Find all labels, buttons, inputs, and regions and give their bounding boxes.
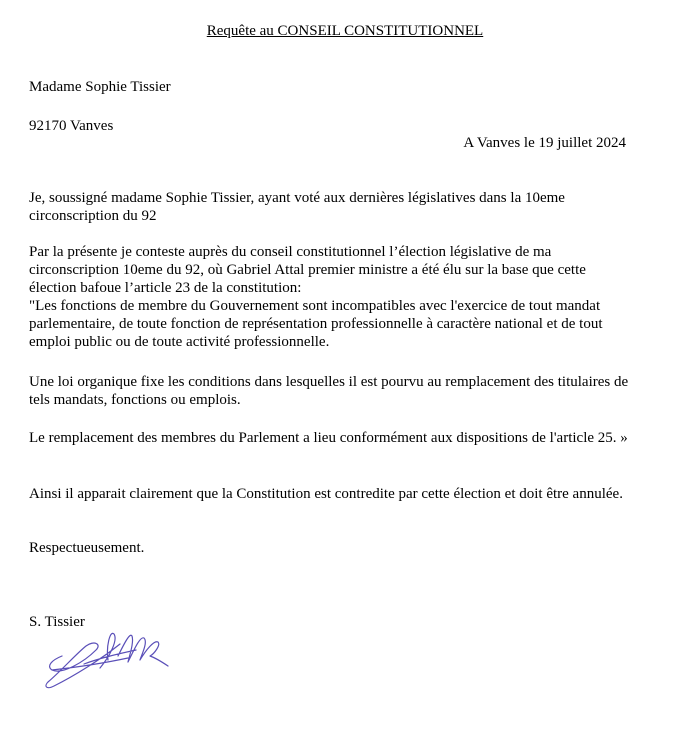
remplacement-paragraph: Le remplacement des membres du Parlement a lieu conformément aux dispositions de l'article 25. »	[29, 430, 628, 446]
loi-line: Une loi organique fixe les conditions dans lesquelles il est pourvu au remplacement des titulaires de	[29, 374, 629, 390]
handwritten-signature	[40, 620, 180, 700]
place-date: A Vanves le 19 juillet 2024	[463, 135, 626, 151]
contest-line: Par la présente je conteste auprès du conseil constitutionnel l’élection législative de ma	[29, 244, 552, 260]
quote-line: "Les fonctions de membre du Gouvernement sont incompatibles avec l'exercice de tout mandat	[29, 298, 601, 314]
contest-paragraph	[29, 243, 669, 351]
letter-title: Requête au CONSEIL CONSTITUTIONNEL	[206, 23, 484, 39]
loi-paragraph	[29, 373, 669, 409]
quote-line: emploi public ou de toute activité professionnelle.	[29, 334, 330, 350]
sender-city: 92170 Vanves	[29, 118, 114, 134]
intro-paragraph: Je, soussigné madame Sophie Tissier, ayant voté aux dernières législatives dans la 10eme circonscription du 92	[29, 190, 565, 224]
conclusion-paragraph: Ainsi il apparait clairement que la Constitution est contredite par cette élection et doit être annulée.	[29, 486, 623, 502]
sender-name: Madame Sophie Tissier	[29, 79, 171, 95]
loi-line: tels mandats, fonctions ou emplois.	[29, 392, 241, 408]
signer-name: S. Tissier	[29, 614, 85, 630]
contest-line: élection bafoue l’article 23 de la constitution:	[29, 280, 302, 296]
contest-line: circonscription 10eme du 92, où Gabriel Attal premier ministre a été élu sur la base que cette	[29, 262, 586, 278]
signature-stroke	[46, 633, 168, 687]
closing-text: Respectueusement.	[29, 540, 145, 556]
quote-line: parlementaire, de toute fonction de représentation professionnelle à caractère national et de tout	[29, 316, 603, 332]
